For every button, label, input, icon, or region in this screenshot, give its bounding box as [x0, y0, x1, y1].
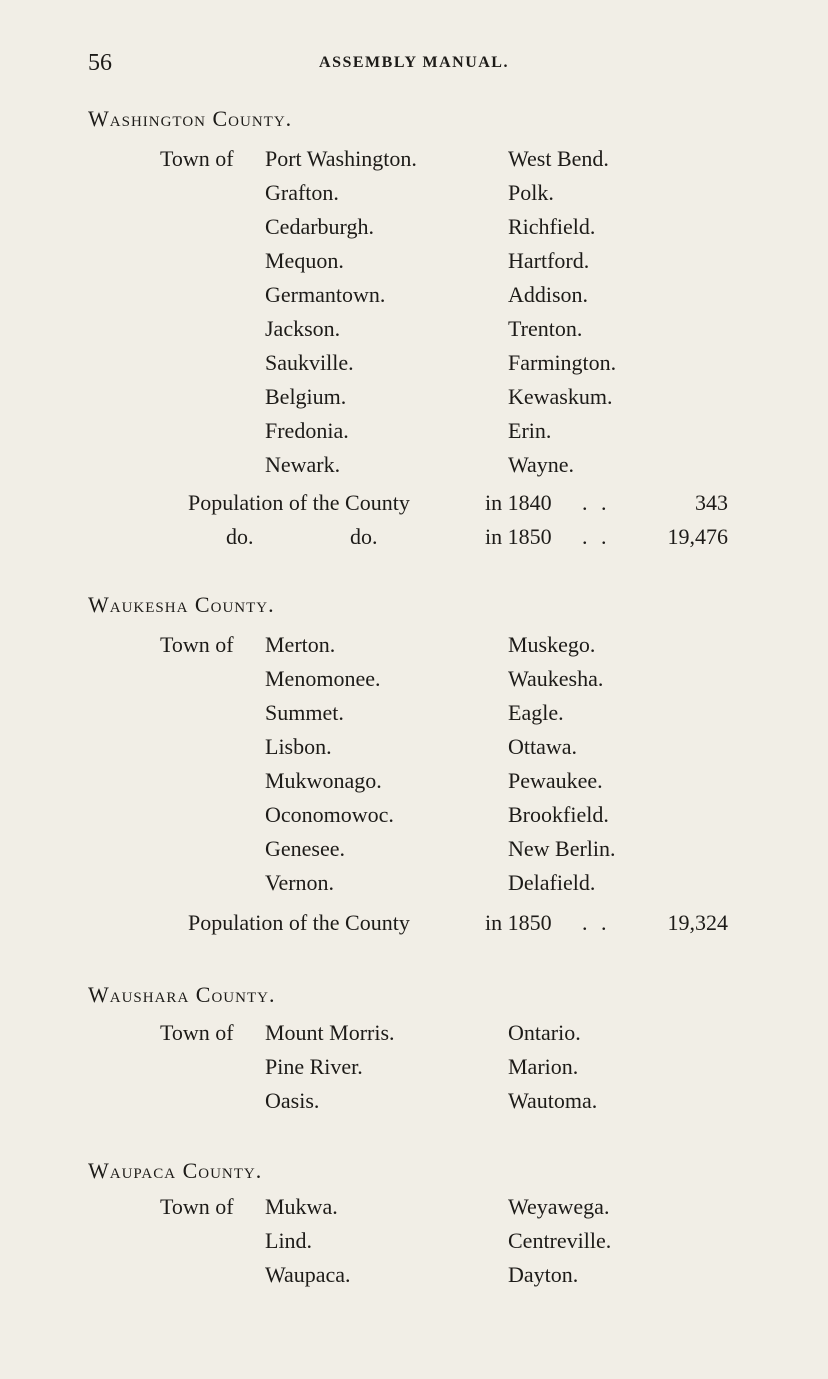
town-name: Polk.: [508, 180, 554, 205]
town-name: Germantown.: [265, 282, 386, 307]
town-name: Centreville.: [508, 1228, 612, 1253]
population-line: [0, 910, 828, 944]
ditto-mark: do.: [226, 524, 254, 549]
population-year: in 1840: [485, 490, 552, 515]
town-name: Brookfield.: [508, 802, 609, 827]
town-name: Wayne.: [508, 452, 575, 477]
town-name: Mequon.: [265, 248, 344, 273]
town-name: Dayton.: [508, 1262, 579, 1287]
town-prefix: Town of: [160, 632, 234, 657]
town-row: [0, 734, 828, 768]
town-name: Oasis.: [265, 1088, 320, 1113]
town-name: Farmington.: [508, 350, 617, 375]
town-row: [0, 418, 828, 452]
town-row: [0, 1194, 828, 1228]
population-value: 343: [695, 490, 728, 515]
town-name: Port Washington.: [265, 146, 417, 171]
town-name: Kewaskum.: [508, 384, 613, 409]
town-name: West Bend.: [508, 146, 609, 171]
town-prefix: Town of: [160, 1020, 234, 1045]
town-name: Muskego.: [508, 632, 596, 657]
town-name: Richfield.: [508, 214, 596, 239]
town-row: [0, 632, 828, 666]
leader-dots: . .: [582, 910, 611, 935]
town-name: Marion.: [508, 1054, 579, 1079]
town-row: [0, 666, 828, 700]
town-name: Summet.: [265, 700, 344, 725]
town-name: Hartford.: [508, 248, 590, 273]
town-name: Belgium.: [265, 384, 347, 409]
town-name: Waukesha.: [508, 666, 604, 691]
town-row: [0, 452, 828, 486]
town-name: Pine River.: [265, 1054, 363, 1079]
running-header: [0, 50, 828, 80]
town-name: Lind.: [265, 1228, 313, 1253]
town-row: [0, 180, 828, 214]
population-value: 19,476: [667, 524, 728, 549]
town-name: Cedarburgh.: [265, 214, 374, 239]
town-name: Mount Morris.: [265, 1020, 395, 1045]
town-name: Lisbon.: [265, 734, 332, 759]
town-name: Menomonee.: [265, 666, 381, 691]
town-name: Pewaukee.: [508, 768, 603, 793]
town-name: Ottawa.: [508, 734, 578, 759]
town-row: [0, 836, 828, 870]
town-prefix: Town of: [160, 1194, 234, 1219]
town-name: Saukville.: [265, 350, 354, 375]
town-row: [0, 146, 828, 180]
town-name: Jackson.: [265, 316, 341, 341]
town-prefix: Town of: [160, 146, 234, 171]
population-line: [0, 524, 828, 558]
town-name: Erin.: [508, 418, 552, 443]
town-row: [0, 316, 828, 350]
town-name: Addison.: [508, 282, 589, 307]
page-number: 56: [88, 50, 112, 76]
leader-dots: . .: [582, 524, 611, 549]
town-name: Merton.: [265, 632, 336, 657]
town-name: Grafton.: [265, 180, 339, 205]
town-name: Genesee.: [265, 836, 346, 861]
leader-dots: . .: [582, 490, 611, 515]
town-row: [0, 768, 828, 802]
town-row: [0, 1228, 828, 1262]
town-name: Oconomowoc.: [265, 802, 394, 827]
county-title: Waupaca County.: [88, 1158, 263, 1183]
town-row: [0, 384, 828, 418]
town-row: [0, 282, 828, 316]
population-value: 19,324: [667, 910, 728, 935]
town-name: Vernon.: [265, 870, 335, 895]
town-name: Waupaca.: [265, 1262, 351, 1287]
town-name: Fredonia.: [265, 418, 349, 443]
population-line: [0, 490, 828, 524]
ditto-mark: do.: [350, 524, 378, 549]
town-row: [0, 1262, 828, 1296]
town-row: [0, 700, 828, 734]
population-label: Population of the County: [188, 490, 410, 515]
town-name: Newark.: [265, 452, 341, 477]
town-name: Weyawega.: [508, 1194, 610, 1219]
town-row: [0, 1054, 828, 1088]
town-name: Eagle.: [508, 700, 564, 725]
town-row: [0, 802, 828, 836]
population-year: in 1850: [485, 524, 552, 549]
county-title: Washington County.: [88, 106, 293, 131]
town-row: [0, 350, 828, 384]
county-title: Waukesha County.: [88, 592, 275, 617]
town-row: [0, 248, 828, 282]
town-name: Wautoma.: [508, 1088, 598, 1113]
town-row: [0, 1020, 828, 1054]
town-name: Delafield.: [508, 870, 596, 895]
town-name: Mukwa.: [265, 1194, 338, 1219]
county-title: Waushara County.: [88, 982, 276, 1007]
town-name: Mukwonago.: [265, 768, 382, 793]
running-title: ASSEMBLY MANUAL.: [319, 54, 509, 71]
town-row: [0, 1088, 828, 1122]
town-name: New Berlin.: [508, 836, 616, 861]
town-row: [0, 870, 828, 904]
population-label: Population of the County: [188, 910, 410, 935]
population-year: in 1850: [485, 910, 552, 935]
town-name: Ontario.: [508, 1020, 581, 1045]
town-row: [0, 214, 828, 248]
town-name: Trenton.: [508, 316, 583, 341]
